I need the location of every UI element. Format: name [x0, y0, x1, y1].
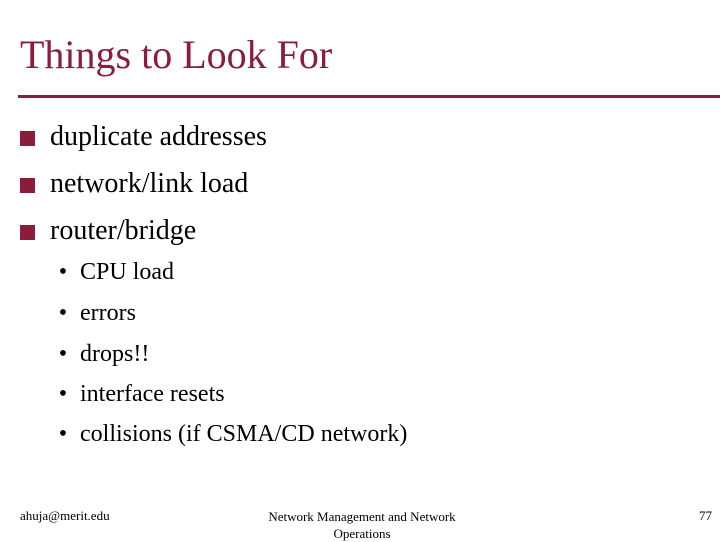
sub-bullet-text: CPU load [80, 259, 175, 285]
bullet-text: duplicate addresses [50, 121, 267, 152]
title-divider [18, 95, 720, 98]
square-bullet-icon [20, 225, 35, 240]
square-bullet-icon [20, 131, 35, 146]
dot-bullet-icon: • [58, 381, 68, 407]
square-bullet-icon [20, 178, 35, 193]
sub-bullet-text: collisions (if CSMA/CD network) [80, 421, 408, 447]
sub-bullet-text: interface resets [80, 381, 225, 407]
footer-course-title: Network Management and Network Operations [268, 509, 456, 541]
slide-title: Things to Look For [20, 32, 333, 77]
dot-bullet-icon: • [58, 259, 68, 285]
dot-bullet-icon: • [58, 341, 68, 367]
footer-email: ahuja@merit.edu [20, 508, 110, 523]
bullet-text: router/bridge [50, 215, 197, 246]
sub-bullet-text: errors [80, 300, 136, 326]
dot-bullet-icon: • [58, 300, 68, 326]
bullet-text: network/link load [50, 168, 249, 199]
footer-page-number: 77 [699, 508, 712, 523]
dot-bullet-icon: • [58, 421, 68, 447]
sub-bullet-text: drops!! [80, 341, 150, 367]
